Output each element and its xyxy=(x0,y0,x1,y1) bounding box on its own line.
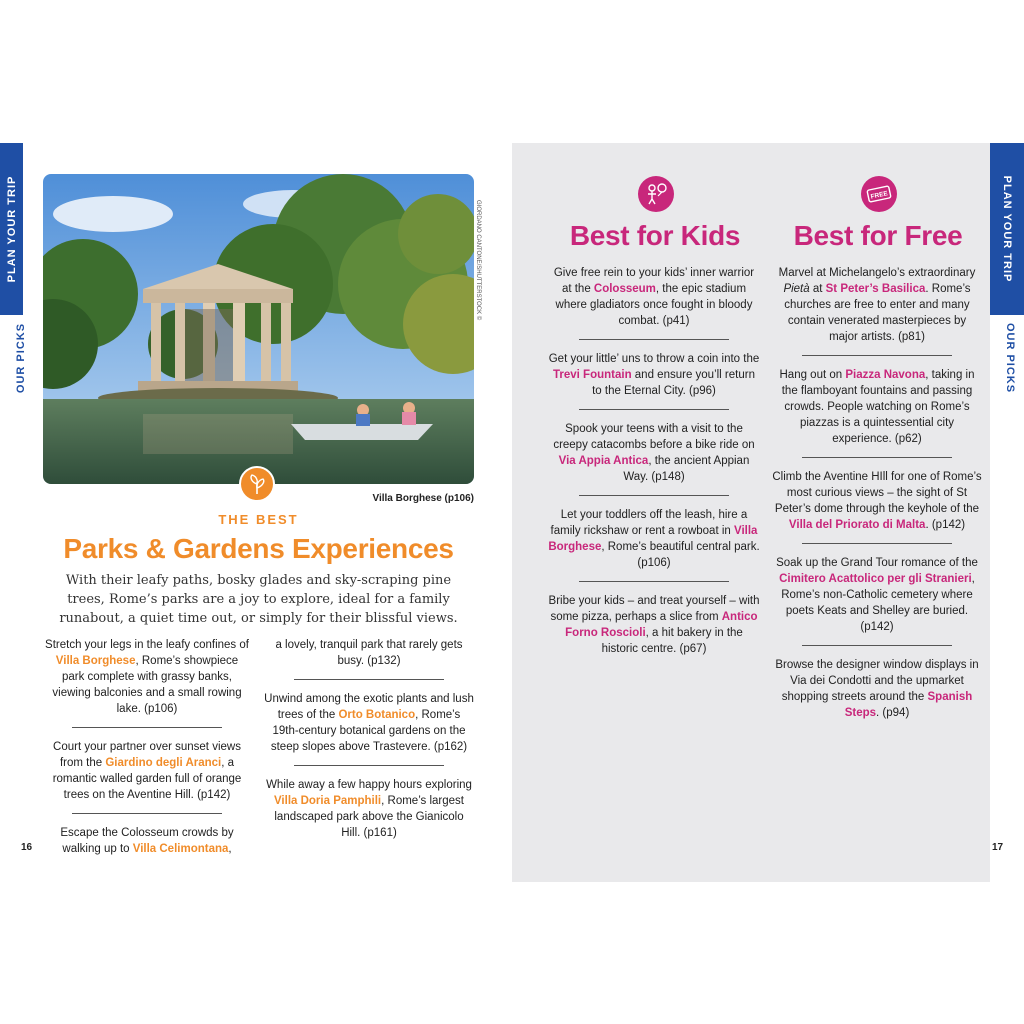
list-item: Get your little’ uns to throw a coin into the Trevi Fountain and ensure you’ll return to the Eternal City. (p96) xyxy=(548,353,760,397)
place-link[interactable]: Trevi Fountain xyxy=(553,369,632,381)
section-eyebrow: THE BEST xyxy=(218,512,299,527)
photo-credit: GIORDANO CANTONE/SHUTTERSTOCK © xyxy=(475,200,481,321)
place-link[interactable]: Via Appia Antica xyxy=(558,455,649,467)
divider xyxy=(802,355,952,356)
place-link[interactable]: Colosseum xyxy=(593,283,656,295)
place-link[interactable]: Villa Borghese xyxy=(55,655,136,667)
page-number-left: 16 xyxy=(21,842,33,853)
list-item: Let your toddlers off the leash, hire a family rickshaw or rent a rowboat in Villa Borghese, Rome’s beautiful central park. (p106) xyxy=(548,509,760,569)
divider xyxy=(802,543,952,544)
our-picks-label-left: OUR PICKS xyxy=(15,322,28,394)
park-temple-illustration xyxy=(43,174,474,484)
list-item: While away a few happy hours exploring Villa Doria Pamphili, Rome’s largest landscaped park above the Gianicolo Hill. (p161) xyxy=(266,779,472,839)
our-picks-label-right: OUR PICKS xyxy=(1004,322,1017,394)
list-item: Unwind among the exotic plants and lush trees of the Orto Botanico, Rome’s 19th-century botanical gardens on the steep slopes above Trastevere. (p162) xyxy=(264,693,474,753)
list-item: Court your partner over sunset views from the Giardino degli Aranci, a romantic walled garden full of orange trees on the Aventine Hill. (p142) xyxy=(52,741,242,801)
divider xyxy=(72,727,222,728)
free-tag-icon xyxy=(861,176,897,212)
divider xyxy=(579,409,729,410)
divider xyxy=(579,581,729,582)
list-item: Spook your teens with a visit to the creepy catacombs before a bike ride on Via Appia Antica, the ancient Appian Way. (p148) xyxy=(553,423,755,483)
free-icon xyxy=(861,176,897,212)
child-balloon-icon xyxy=(638,176,674,212)
place-link[interactable]: Spanish Steps xyxy=(844,691,973,719)
list-item: Stretch your legs in the leafy confines of Villa Borghese, Rome’s showpiece park complete with grassy banks, viewing balconies and a small rowing lake. (p106) xyxy=(45,639,249,715)
kids-icon xyxy=(638,176,674,212)
place-link[interactable]: St Peter’s Basilica xyxy=(825,283,926,295)
place-link[interactable]: Villa Borghese xyxy=(548,525,758,553)
parks-column-2 xyxy=(264,637,474,841)
divider xyxy=(802,645,952,646)
tab-label: PLAN YOUR TRIP xyxy=(5,175,18,283)
plan-your-trip-tab-right[interactable] xyxy=(990,143,1024,315)
list-item: Soak up the Grand Tour romance of the Cimitero Acattolico per gli Stranieri, Rome’s non-Catholic cemetery where poets Keats and Shelley are buried. (p142) xyxy=(776,557,978,633)
place-link[interactable]: Antico Forno Roscioli xyxy=(565,611,758,639)
kids-column xyxy=(548,265,760,657)
place-link[interactable]: Piazza Navona xyxy=(845,369,926,381)
place-link[interactable]: Orto Botanico xyxy=(338,709,416,721)
plan-your-trip-tab-left[interactable] xyxy=(0,143,23,315)
villa-borghese-photo xyxy=(43,174,474,484)
page-number-right: 17 xyxy=(992,842,1004,853)
best-for-free-title: Best for Free xyxy=(793,220,963,251)
divider xyxy=(802,457,952,458)
list-item: Browse the designer window displays in Via dei Condotti and the upmarket shopping streets around the Spanish Steps. (p94) xyxy=(775,659,979,719)
divider xyxy=(294,679,444,680)
list-item: Give free rein to your kids’ inner warrior at the Colosseum, the epic stadium where gladiators once fought in bloody combat. (p41) xyxy=(553,267,755,327)
parks-column-1 xyxy=(44,637,250,857)
list-item: Climb the Aventine HIll for one of Rome’s most curious views – the sight of St Peter’s dome through the keyhole of the Villa del Priorato di Malta. (p142) xyxy=(772,471,982,531)
place-link[interactable]: Villa del Priorato di Malta xyxy=(788,519,926,531)
free-column xyxy=(772,265,982,721)
place-link[interactable]: Giardino degli Aranci xyxy=(105,757,222,769)
leaves-icon xyxy=(241,468,273,500)
list-item: Bribe your kids – and treat yourself – with some pizza, perhaps a slice from Antico Forno Roscioli, a hit bakery in the historic centre. (p67) xyxy=(548,595,760,655)
photo-caption: Villa Borghese (p106) xyxy=(372,493,474,504)
divider xyxy=(294,765,444,766)
divider xyxy=(579,495,729,496)
tab-label: PLAN YOUR TRIP xyxy=(1001,175,1013,283)
intro-paragraph: With their leafy paths, bosky glades and sky-scraping pine trees, Rome’s parks are a joy to explore, ideal for a family runabout, a quiet time out, or simply for their blissful views. xyxy=(59,573,458,626)
best-for-kids-title: Best for Kids xyxy=(569,220,741,251)
page-title: Parks & Gardens Experiences xyxy=(63,533,454,564)
place-link[interactable]: Cimitero Acattolico per gli Stranieri xyxy=(779,573,972,585)
place-link[interactable]: Villa Doria Pamphili xyxy=(273,795,382,807)
list-item: a lovely, tranquil park that rarely gets busy. (p132) xyxy=(275,639,463,667)
divider xyxy=(72,813,222,814)
list-item: Marvel at Michelangelo’s extraordinary Pietà at St Peter’s Basilica. Rome’s churches are free to enter and many contain venerated masterpieces by major artists. (p81) xyxy=(778,267,976,343)
free-icon-text: FREE xyxy=(870,190,889,201)
gardens-badge xyxy=(239,466,275,502)
list-item: Hang out on Piazza Navona, taking in the flamboyant fountains and passing crowds. People watching on Rome’s piazzas is a quintessential city experience. (p62) xyxy=(779,369,975,445)
divider xyxy=(579,339,729,340)
place-link[interactable]: Villa Celimontana xyxy=(132,843,229,855)
list-item: Escape the Colosseum crowds by walking up to Villa Celimontana, xyxy=(60,827,234,855)
